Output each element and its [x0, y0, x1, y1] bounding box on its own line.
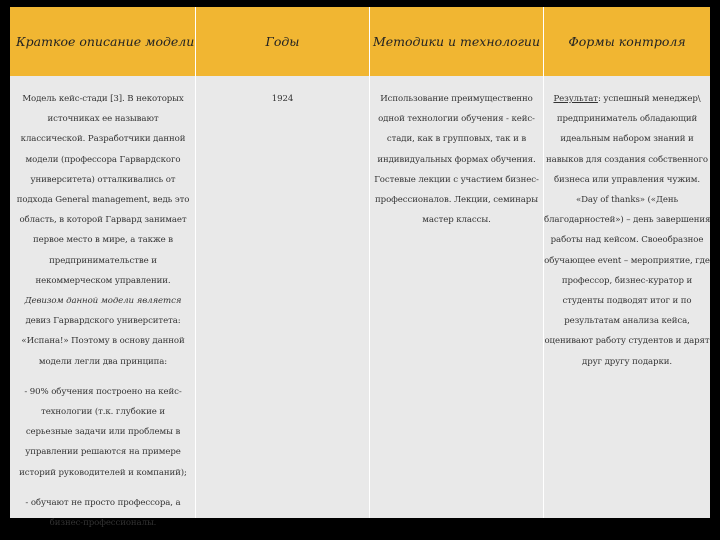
text-line: предприниматель обладающий — [556, 114, 698, 125]
header-model-description: Краткое описание модели — [16, 34, 195, 49]
header-methods-technologies: Методики и технологии — [372, 34, 541, 49]
result-text: : успешный менеджер\ — [597, 94, 701, 104]
text-line: Модель кейс-стади [3]. В некоторых — [22, 94, 184, 104]
text-line: идеальным набором знаний и — [560, 134, 694, 145]
text-line: благодарностей») – день завершения — [544, 215, 711, 226]
text-line: навыков для создания собственного — [546, 154, 708, 165]
cell-year — [196, 89, 369, 109]
column-divider — [369, 7, 370, 518]
text-line: друг другу подарки. — [582, 356, 672, 367]
text-line: классической. Разработчики данной — [20, 134, 186, 145]
text-line: девиз Гарвардского университета: — [25, 316, 181, 327]
text-line: профессионалов. Лекции, семинары — [375, 195, 538, 206]
text-line: серьезные задачи или проблемы в — [25, 427, 181, 438]
model-comparison-table — [10, 7, 711, 529]
text-line: мастер классы. — [422, 215, 491, 226]
text-line: «Испана!» Поэтому в основу данной — [21, 336, 185, 347]
text-line: бизнес-профессионалы. — [49, 518, 157, 529]
text-line: стади, как в групповых, так и в — [386, 134, 527, 145]
text-line: Девизом данной модели является — [24, 296, 182, 307]
cell-control-forms — [544, 89, 710, 372]
text-line: результатам анализа кейса, — [564, 316, 690, 327]
text-line: университета) отталкивались от — [30, 174, 176, 185]
text-line: историй руководителей и компаний); — [19, 467, 187, 478]
text-line: управлении решаются на примере — [25, 447, 181, 458]
text-line: модели легли два принципа: — [38, 356, 168, 367]
text-line: подхода General management, ведь это — [16, 195, 190, 206]
cell-model-description — [12, 89, 194, 533]
text-line: первое место в мире, а также в — [32, 235, 174, 246]
text-line: «Day of thanks» («День — [575, 195, 679, 206]
text-line: - 90% обучения построено на кейс- — [24, 386, 182, 397]
text-line: предпринимательстве и — [49, 255, 157, 266]
text-line: студенты подводят итог и по — [562, 296, 692, 307]
text-line: обучающее event – мероприятие, где — [544, 255, 710, 266]
text-line: оценивают работу студентов и дарят — [544, 336, 710, 347]
text-line: индивидуальных формах обучения. — [377, 154, 536, 165]
year-value: 1924 — [271, 94, 294, 104]
text-line: область, в которой Гарвард занимает — [19, 215, 187, 226]
result-label: Результат — [553, 94, 598, 104]
header-years: Годы — [265, 34, 300, 49]
text-line: источниках ее называют — [47, 114, 159, 125]
table-header — [10, 7, 710, 76]
text-line: некоммерческом управлении. — [35, 275, 171, 286]
text-line: работы над кейсом. Своеобразное — [550, 235, 704, 246]
text-line — [12, 372, 194, 382]
text-line: Гостевые лекции с участием бизнес- — [374, 174, 539, 185]
text-line — [544, 89, 710, 109]
column-divider — [195, 7, 196, 518]
text-line: бизнеса или управления чужим. — [553, 174, 700, 185]
text-line: Использование преимущественно — [380, 94, 533, 104]
text-line: одной технологии обучения - кейс- — [378, 114, 535, 125]
text-line — [12, 483, 194, 493]
text-line: профессор, бизнес-куратор и — [561, 275, 693, 286]
cell-methods — [370, 89, 543, 230]
header-control-forms: Формы контроля — [568, 34, 686, 49]
text-line: технологии (т.к. глубокие и — [41, 407, 165, 418]
text-line: модели (профессора Гарвардского — [25, 154, 181, 165]
text-line: - обучают не просто профессора, а — [25, 497, 181, 508]
